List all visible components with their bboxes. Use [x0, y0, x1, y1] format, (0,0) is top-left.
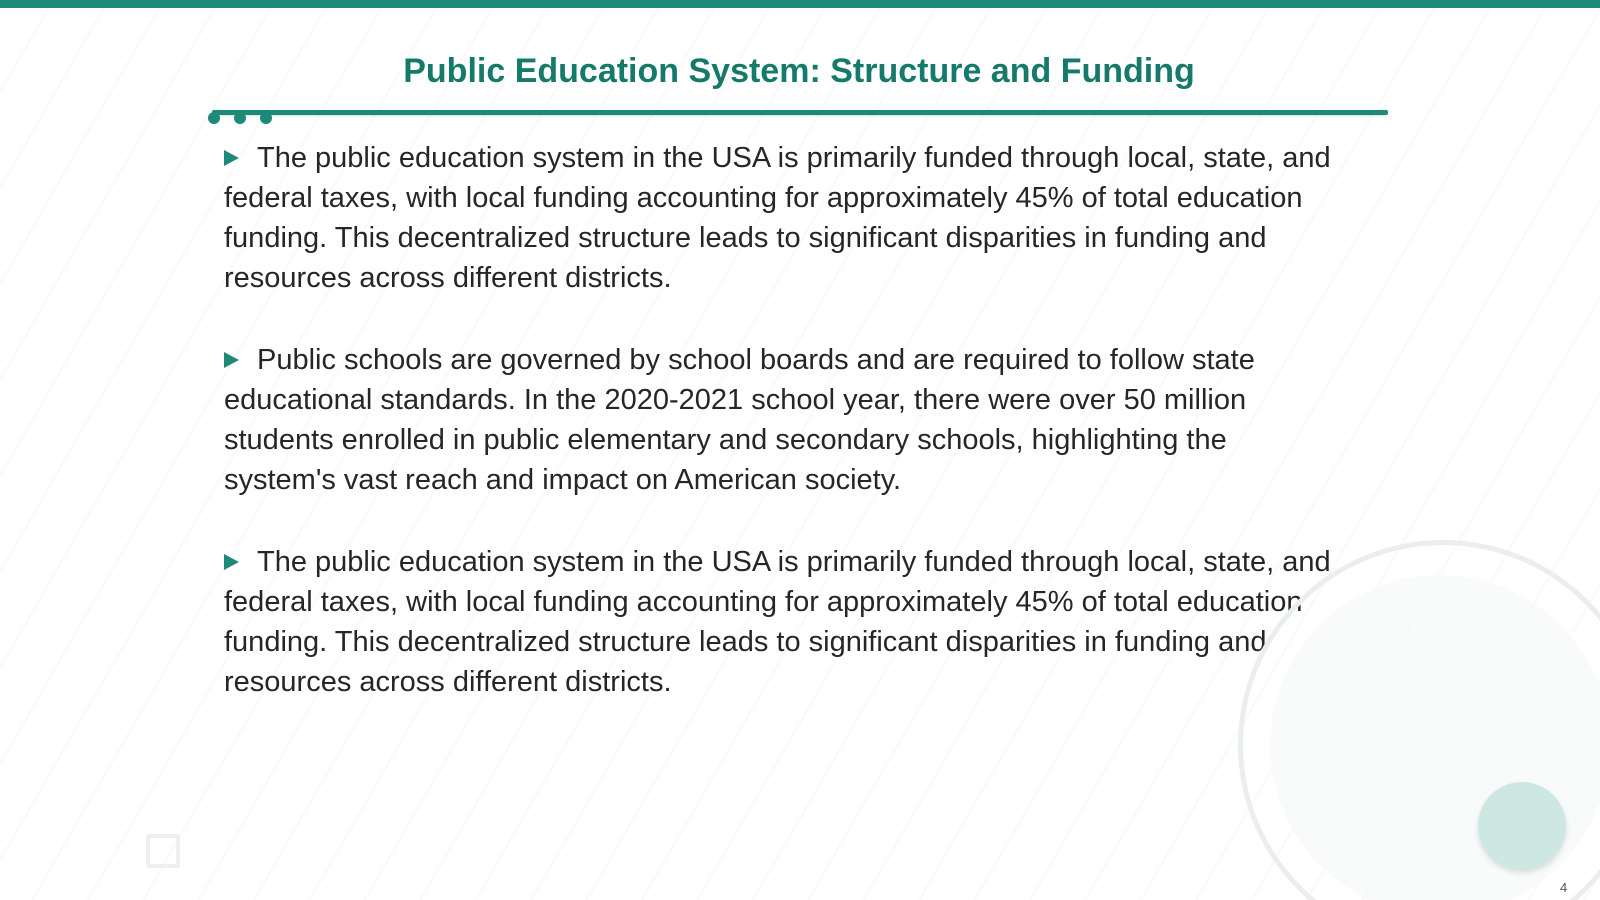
title-underline — [212, 110, 1388, 115]
decorative-circle — [1478, 782, 1566, 870]
triangle-right-icon — [224, 150, 239, 166]
page-number: 4 — [1560, 880, 1568, 895]
triangle-right-icon — [224, 352, 239, 368]
bullet-paragraph — [224, 340, 1344, 500]
underline-dot-icon — [234, 112, 246, 124]
decorative-square — [146, 834, 180, 868]
bullet-text: The public education system in the USA is primarily funded through local, state, and federal taxes, with local funding accounting for approximately 45% of total education funding. This decentralized structure leads to significant disparities in funding and resources across different districts. — [224, 546, 1331, 698]
slide-title: Public Education System: Structure and Funding — [403, 52, 1195, 90]
underline-dot-icon — [208, 112, 220, 124]
bullet-text: The public education system in the USA is primarily funded through local, state, and federal taxes, with local funding accounting for approximately 45% of total education funding. This decentralized structure leads to significant disparities in funding and resources across different districts. — [224, 142, 1331, 294]
bullet-text: Public schools are governed by school boards and are required to follow state educational standards. In the 2020-2021 school year, there were over 50 million students enrolled in public elementary and secondary schools, highlighting the system's vast reach and impact on American society. — [224, 344, 1255, 496]
top-accent-bar — [0, 0, 1600, 8]
triangle-right-icon — [224, 554, 239, 570]
underline-dot-icon — [260, 112, 272, 124]
bullet-paragraph — [224, 542, 1344, 702]
bullet-list — [224, 138, 1344, 744]
bullet-paragraph — [224, 138, 1344, 298]
